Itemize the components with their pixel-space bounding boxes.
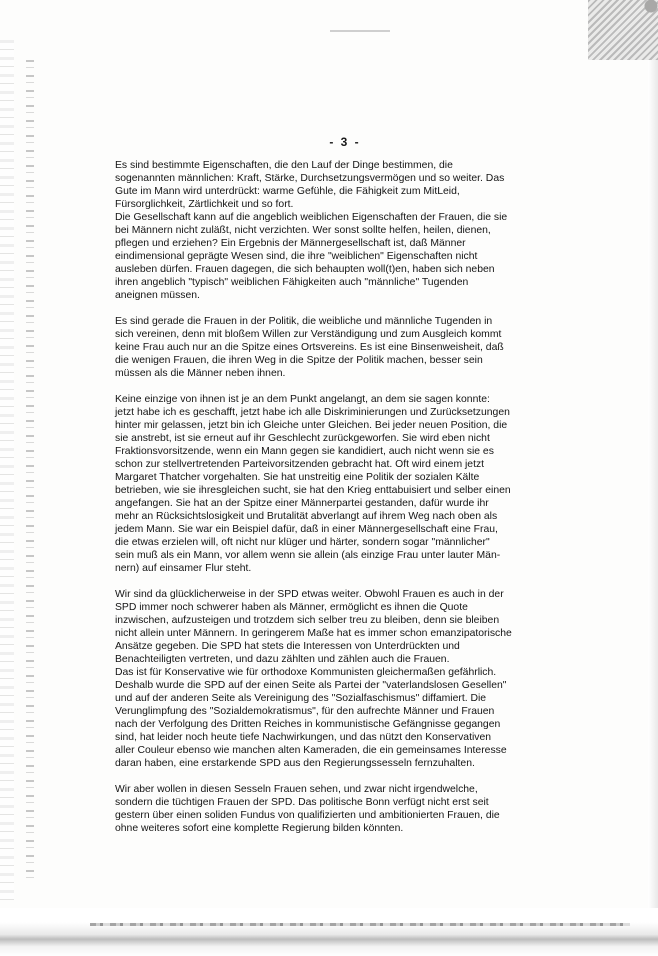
text-line: jedem Mann. Sie war ein Beispiel dafür, daß in einer Männergesellschaft eine Frau, [115,524,498,535]
text-line: Deshalb wurde die SPD auf der einen Seite als Partei der "vaterlandslosen Gesellen" [115,680,507,691]
text-line: Das ist für Konservative wie für orthodoxe Kommunisten gleichermaßen gefährlich. [115,667,497,678]
scan-punch-marks [26,60,34,880]
text-line: pflegen und erziehen? Ein Ergebnis der Männergesellschaft ist, daß Männer [115,238,466,249]
text-line: schon zur stellvertretenden Parteivorsitzenden gebracht hat. Oft wird einem jetzt [115,459,485,470]
text-line: und auf der anderen Seite als Vereinigung des "Sozialfaschismus" diffamiert. Die [115,693,487,704]
text-line: betrieben, wie sie ihresgleichen sucht, sie hat den Krieg enttabuisiert und selber einen [115,485,511,496]
text-line: Wir sind da glücklicherweise in der SPD etwas weiter. Obwohl Frauen es auch in der [115,589,504,600]
text-line: angefangen. Sie hat an der Spitze einer Männerpartei gestanden, dafür wurde ihr [115,498,489,509]
scan-top-mark [330,30,390,32]
text-line: gestern über einen soliden Fundus von qualifizierten und ambitionierten Frauen, die [115,810,500,821]
text-line: Benachteiligten vertreten, und dazu zählten und zählen auch die Frauen. [115,654,450,665]
text-line: Verunglimpfung des "Sozialdemokratismus", für den aufrechte Männer und Frauen [115,706,495,717]
paragraph [115,159,545,302]
text-line: Keine einzige von ihnen ist je an dem Punkt angelangt, an dem sie sagen konnte: [115,394,490,405]
scan-bottom-shadow [0,908,658,956]
paragraph [115,783,545,835]
text-line: hinter mir gelassen, jetzt bin ich Gleiche unter Gleichen. Bei jeder neuen Position, die [115,420,508,431]
text-line: nern) auf einsamer Flur steht. [115,563,252,574]
text-line: mehr an Rücksichtslosigkeit und Brutalität abverlangt auf ihrem Weg nach oben als [115,511,498,522]
page-number: - 3 - [329,135,361,149]
body-text [115,159,545,848]
scan-edge-right [648,60,658,940]
text-line: aneignen müssen. [115,290,200,301]
text-line: jetzt habe ich es geschafft, jetzt habe ich alle Diskriminierungen und Zurücksetzungen [115,407,510,418]
text-line: sogenannten männlichen: Kraft, Stärke, Durchsetzungsvermögen und so weiter. Das [115,173,505,184]
scan-edge-left [0,40,14,900]
text-line: nicht allein unter Männern. In geringerem Maße hat es immer schon emanzipatorische [115,628,512,639]
text-line: Wir aber wollen in diesen Sesseln Frauen sehen, und zwar nicht irgendwelche, [115,784,478,795]
paragraph [115,393,545,575]
text-line: Margaret Thatcher vorgehalten. Sie hat unstreitig eine Politik der sozialen Kälte [115,472,480,483]
text-line: Ansätze gegeben. Die SPD hat stets die Interessen von Unterdrückten und [115,641,460,652]
text-line: Es sind bestimmte Eigenschaften, die den Lauf der Dinge bestimmen, die [115,160,453,171]
text-line: Die Gesellschaft kann auf die angeblich weiblichen Eigenschaften der Frauen, die sie [115,212,508,223]
scan-bottom-line [90,923,630,926]
text-line: daran haben, eine erstarkende SPD aus den Regierungssesseln fernzuhalten. [115,758,475,769]
text-line: sind, hat leider noch heute tiefe Nachwirkungen, und das nützt den Konservativen [115,732,492,743]
text-line: bei Männern nicht zuläßt, nicht verzichten. Wer sonst sollte helfen, heilen, dienen, [115,225,491,236]
text-line: sie anstrebt, ist sie erneut auf ihr Geschlecht zurückgeworfen. Sie wird eben nicht [115,433,490,444]
text-line: keine Frau auch nur an die Spitze eines Ortsvereins. Es ist eine Binsenweisheit, daß [115,342,504,353]
text-line: Fürsorglichkeit, Zärtlichkeit und so fort. [115,199,294,210]
text-line: eindimensional geprägte Wesen sind, die ihre "weiblichen" Eigenschaften nicht [115,251,478,262]
text-line: aller Couleur ebenso wie manchen alten Kameraden, die ein gemeinsames Interesse [115,745,507,756]
text-line: sich vereinen, denn mit bloßem Willen zur Verständigung und zum Ausgleich kommt [115,329,502,340]
text-line: inzwischen, aufzusteigen und trotzdem sich selber treu zu bleiben, denn sie bleiben [115,615,500,626]
scan-corner-artifact [588,0,658,60]
text-line: Es sind gerade die Frauen in der Politik, die weibliche und männliche Tugenden in [115,316,493,327]
text-line: die wenigen Frauen, die ihren Weg in die Spitze der Politik machen, besser sein [115,355,483,366]
text-line: ausleben dürfen. Frauen dagegen, die sich behaupten woll(t)en, haben sich neben [115,264,495,275]
paragraph [115,315,545,380]
text-line: die etwas erzielen will, oft nicht nur klüger und härter, sondern sogar "männlicher" [115,537,490,548]
text-line: sondern die tüchtigen Frauen der SPD. Das politische Bonn verfügt nicht erst seit [115,797,489,808]
text-line: nach der Verfolgung des Dritten Reiches in kommunistische Gefängnisse gegangen [115,719,501,730]
paragraph [115,588,545,770]
text-line: SPD immer noch schwerer haben als Männer, ermöglicht es ihnen die Quote [115,602,468,613]
text-line: sein muß als ein Mann, vor allem wenn sie allein (als einzige Frau unter lauter Män- [115,550,501,561]
text-line: müssen als die Männer neben ihnen. [115,368,286,379]
text-line: ohne weiteres sofort eine komplette Regierung bilden könnten. [115,823,404,834]
text-line: Fraktionsvorsitzende, wenn ein Mann gegen sie kandidiert, auch nicht wenn sie es [115,446,494,457]
text-line: ihren angeblich "typisch" weiblichen Fähigkeiten auch "männliche" Tugenden [115,277,469,288]
text-line: Gute im Mann wird unterdrückt: warme Gefühle, die Fähigkeit zum MitLeid, [115,186,460,197]
